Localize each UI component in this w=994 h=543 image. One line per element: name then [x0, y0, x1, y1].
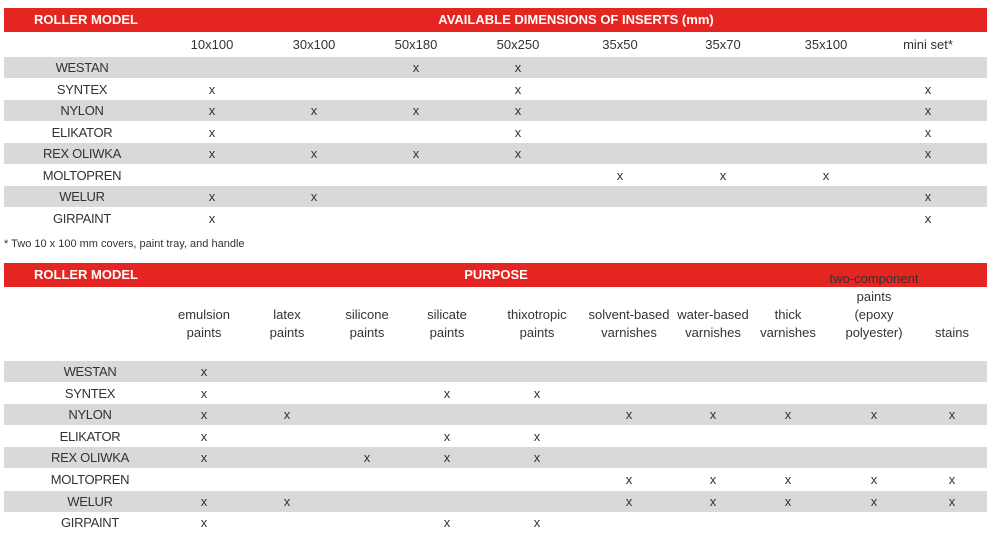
roller-model-name: MOLTOPREN — [50, 472, 130, 487]
table-row — [4, 404, 987, 425]
purpose-mark: x — [533, 515, 541, 531]
roller-model-name: WELUR — [67, 493, 113, 509]
purpose-heading: PURPOSE — [464, 267, 528, 282]
roller-model-name: GIRPAINT — [52, 210, 112, 226]
purpose-mark: x — [283, 493, 291, 509]
purpose-column-header — [427, 306, 467, 342]
purpose-mark: x — [200, 385, 208, 401]
purpose-mark: x — [709, 472, 717, 487]
table-row — [4, 122, 987, 143]
header-line: stains — [935, 325, 969, 340]
table-row — [4, 57, 987, 78]
availability-mark: x — [208, 103, 216, 118]
roller-model-name: ELIKATOR — [51, 124, 113, 140]
purpose-column-header — [830, 270, 919, 342]
header-line: paints — [856, 289, 892, 304]
table-row — [4, 165, 987, 186]
purpose-mark: x — [443, 428, 451, 444]
purpose-column-header — [270, 306, 305, 342]
availability-mark: x — [310, 146, 318, 161]
availability-mark: x — [412, 60, 420, 75]
table-row — [4, 491, 987, 512]
header-line: water-based — [677, 307, 749, 322]
purpose-mark: x — [283, 407, 291, 423]
availability-mark: x — [514, 60, 522, 75]
dimension-column-header: mini set* — [903, 37, 953, 52]
availability-mark: x — [208, 146, 216, 161]
dimension-column-header: 10x100 — [190, 37, 234, 52]
purpose-mark: x — [784, 407, 792, 423]
availability-mark: x — [514, 81, 522, 97]
purpose-mark: x — [200, 407, 208, 423]
purpose-mark: x — [870, 407, 878, 423]
availability-mark: x — [924, 124, 932, 140]
availability-mark: x — [616, 167, 624, 183]
table-row — [4, 143, 987, 164]
purpose-mark: x — [784, 493, 792, 509]
purpose-column-header — [589, 306, 670, 342]
purpose-mark: x — [363, 450, 371, 466]
header-line: varnishes — [685, 325, 741, 340]
availability-mark: x — [208, 81, 216, 97]
header-line: varnishes — [601, 325, 657, 340]
table-row — [4, 208, 987, 229]
header-line: silicone — [345, 307, 389, 322]
purpose-mark: x — [200, 450, 208, 466]
header-line: thixotropic — [507, 307, 567, 322]
header-line: paints — [519, 325, 555, 340]
header-line: emulsion — [177, 307, 231, 322]
header-line: varnishes — [760, 325, 816, 340]
availability-mark: x — [514, 103, 522, 118]
roller-model-name: MOLTOPREN — [42, 167, 122, 183]
roller-model-name: REX OLIWKA — [51, 450, 129, 466]
purpose-mark: x — [533, 450, 541, 466]
dimensions-heading: AVAILABLE DIMENSIONS OF INSERTS (mm) — [438, 12, 714, 27]
purpose-mark: x — [533, 385, 541, 401]
availability-mark: x — [208, 210, 216, 226]
availability-mark: x — [924, 81, 932, 97]
availability-mark: x — [310, 103, 318, 118]
dimension-column-header: 50x250 — [496, 37, 540, 52]
purpose-column-header — [178, 306, 230, 342]
roller-model-name: SYNTEX — [56, 81, 108, 97]
roller-model-name: REX OLIWKA — [43, 146, 121, 161]
table-row — [4, 100, 987, 121]
purpose-mark: x — [870, 472, 878, 487]
purpose-column-header — [935, 324, 969, 342]
purpose-mark: x — [709, 493, 717, 509]
roller-model-name: SYNTEX — [64, 385, 116, 401]
purpose-mark: x — [443, 515, 451, 531]
purpose-mark: x — [948, 472, 956, 487]
table-row — [4, 361, 987, 382]
purpose-column-header — [345, 306, 388, 342]
roller-model-heading: ROLLER MODEL — [34, 12, 138, 27]
dimension-column-header: 35x70 — [705, 37, 741, 52]
availability-mark: x — [822, 167, 830, 183]
dimension-column-header: 35x100 — [804, 37, 848, 52]
purpose-mark: x — [948, 407, 956, 423]
purpose-mark: x — [533, 428, 541, 444]
purpose-mark: x — [784, 472, 792, 487]
availability-mark: x — [514, 146, 522, 161]
header-line: paints — [269, 325, 305, 340]
availability-mark: x — [719, 167, 727, 183]
purpose-mark: x — [200, 493, 208, 509]
availability-mark: x — [924, 146, 932, 161]
purpose-column-header — [507, 306, 566, 342]
table-row — [4, 383, 987, 404]
table-row — [4, 186, 987, 207]
header-line: thick — [774, 307, 802, 322]
header-line: paints — [349, 325, 385, 340]
footnote: * Two 10 x 100 mm covers, paint tray, and handle — [4, 238, 245, 250]
roller-model-name: NYLON — [68, 407, 112, 423]
dimensions-header-band — [4, 8, 987, 32]
roller-model-name: GIRPAINT — [60, 515, 120, 531]
header-line: (epoxy — [854, 307, 894, 322]
roller-model-heading: ROLLER MODEL — [34, 267, 138, 282]
purpose-mark: x — [625, 493, 633, 509]
header-line: latex — [273, 307, 301, 322]
table-row — [4, 469, 987, 490]
purpose-mark: x — [870, 493, 878, 509]
availability-mark: x — [924, 210, 932, 226]
availability-mark: x — [412, 146, 420, 161]
purpose-mark: x — [625, 407, 633, 423]
table-row — [4, 512, 987, 533]
availability-mark: x — [412, 103, 420, 118]
header-line: paints — [186, 325, 222, 340]
purpose-mark: x — [443, 450, 451, 466]
table-row — [4, 447, 987, 468]
roller-model-name: WELUR — [59, 189, 105, 204]
purpose-mark: x — [200, 364, 208, 379]
dimension-column-header: 35x50 — [602, 37, 638, 52]
availability-mark: x — [514, 124, 522, 140]
availability-mark: x — [924, 103, 932, 118]
purpose-mark: x — [625, 472, 633, 487]
header-line: solvent-based — [588, 307, 670, 322]
availability-mark: x — [208, 124, 216, 140]
header-line: paints — [429, 325, 465, 340]
purpose-column-header — [677, 306, 749, 342]
dimension-column-header: 50x180 — [394, 37, 438, 52]
roller-model-name: WESTAN — [55, 60, 109, 75]
header-line: silicate — [427, 307, 467, 322]
purpose-mark: x — [948, 493, 956, 509]
purpose-mark: x — [443, 385, 451, 401]
purpose-mark: x — [709, 407, 717, 423]
header-line: two-component — [829, 271, 919, 286]
roller-model-name: NYLON — [60, 103, 104, 118]
table-row — [4, 79, 987, 100]
dimension-column-header: 30x100 — [292, 37, 336, 52]
table-row — [4, 426, 987, 447]
availability-mark: x — [924, 189, 932, 204]
purpose-mark: x — [200, 428, 208, 444]
availability-mark: x — [310, 189, 318, 204]
roller-model-name: ELIKATOR — [59, 428, 121, 444]
availability-mark: x — [208, 189, 216, 204]
purpose-column-header — [760, 306, 816, 342]
roller-model-name: WESTAN — [63, 364, 117, 379]
header-line: polyester) — [845, 325, 903, 340]
purpose-mark: x — [200, 515, 208, 531]
